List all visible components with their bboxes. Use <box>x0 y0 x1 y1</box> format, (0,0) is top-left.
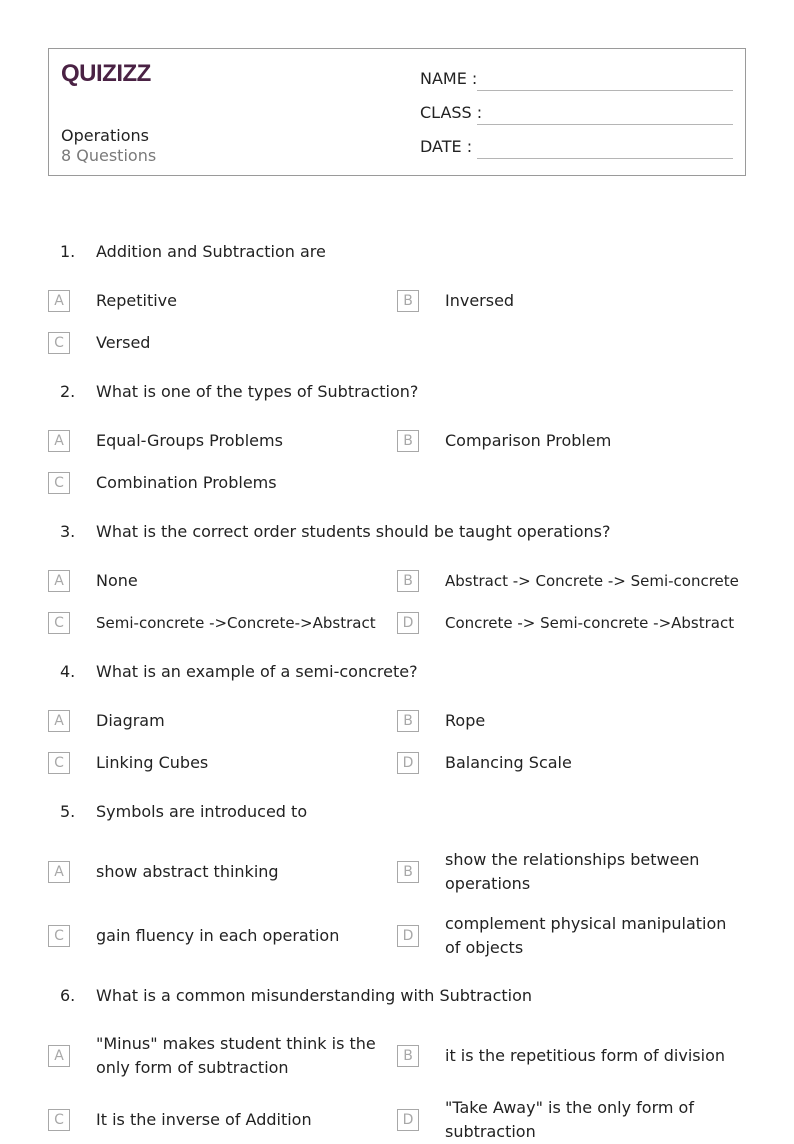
option-text: Concrete -> Semi-concrete ->Abstract <box>445 614 735 632</box>
option-letter-box[interactable]: C <box>48 752 70 774</box>
option-letter-box[interactable]: B <box>397 290 419 312</box>
option-letter-box[interactable]: A <box>48 710 70 732</box>
option-text: Rope <box>445 711 486 730</box>
option-text: Diagram <box>96 711 165 730</box>
option-text: Repetitive <box>96 291 177 310</box>
question-number: 2. <box>60 382 76 401</box>
worksheet-title: Operations <box>61 126 149 145</box>
option-letter-box[interactable]: D <box>397 925 419 947</box>
question-number: 3. <box>60 522 76 541</box>
question-count: 8 Questions <box>61 146 157 165</box>
worksheet-header <box>48 48 746 176</box>
name-label: NAME : <box>420 69 478 88</box>
question-text: Symbols are introduced to <box>96 802 308 821</box>
option-letter-box[interactable]: D <box>397 612 419 634</box>
option-letter-box[interactable]: A <box>48 290 70 312</box>
option-text: Combination Problems <box>96 473 277 492</box>
question-number: 4. <box>60 662 76 681</box>
option-letter-box[interactable]: B <box>397 1045 419 1067</box>
class-field[interactable] <box>420 103 733 127</box>
option-text: show the relationships between operations <box>445 850 700 893</box>
option-letter-box[interactable]: B <box>397 710 419 732</box>
question-number: 6. <box>60 986 76 1005</box>
option-text: Balancing Scale <box>445 753 572 772</box>
option-text: None <box>96 571 138 590</box>
name-line[interactable] <box>477 90 733 91</box>
option-letter-box[interactable]: A <box>48 1045 70 1067</box>
quizizz-logo <box>61 59 153 87</box>
svg-text:QUIZIZZ: QUIZIZZ <box>61 60 151 87</box>
option-text: Equal-Groups Problems <box>96 431 283 450</box>
option-letter-box[interactable]: B <box>397 430 419 452</box>
option-text: "Take Away" is the only form of subtraction <box>445 1098 694 1141</box>
option-letter-box[interactable]: C <box>48 925 70 947</box>
question-text: Addition and Subtraction are <box>96 242 326 261</box>
question-number: 1. <box>60 242 76 261</box>
option-text: show abstract thinking <box>96 862 279 881</box>
option-letter-box[interactable]: A <box>48 430 70 452</box>
option-text: Abstract -> Concrete -> Semi-concrete <box>445 572 739 590</box>
option-text: Comparison Problem <box>445 431 612 450</box>
question-number: 5. <box>60 802 76 821</box>
option-text: complement physical manipulation of objects <box>445 914 727 957</box>
option-letter-box[interactable]: C <box>48 1109 70 1131</box>
option-text: Semi-concrete ->Concrete->Abstract <box>96 614 376 632</box>
class-line[interactable] <box>477 124 733 125</box>
question-text: What is a common misunderstanding with Subtraction <box>96 986 533 1005</box>
option-letter-box[interactable]: A <box>48 570 70 592</box>
option-letter-box[interactable]: C <box>48 472 70 494</box>
option-text: Inversed <box>445 291 515 310</box>
name-field[interactable] <box>420 69 733 93</box>
option-letter-box[interactable]: B <box>397 570 419 592</box>
option-letter-box[interactable]: C <box>48 612 70 634</box>
option-text: it is the repetitious form of division <box>445 1046 725 1065</box>
class-label: CLASS : <box>420 103 483 122</box>
date-field[interactable] <box>420 137 733 161</box>
option-text: It is the inverse of Addition <box>96 1110 312 1129</box>
option-letter-box[interactable]: A <box>48 861 70 883</box>
question-text: What is one of the types of Subtraction? <box>96 382 419 401</box>
option-letter-box[interactable]: C <box>48 332 70 354</box>
question-text: What is the correct order students should be taught operations? <box>96 522 611 541</box>
option-letter-box[interactable]: D <box>397 1109 419 1131</box>
date-label: DATE : <box>420 137 473 156</box>
option-letter-box[interactable]: B <box>397 861 419 883</box>
date-line[interactable] <box>477 158 733 159</box>
option-text: Linking Cubes <box>96 753 209 772</box>
option-text: "Minus" makes student think is the only form of subtraction <box>96 1034 376 1077</box>
option-text: gain fluency in each operation <box>96 926 340 945</box>
option-text: Versed <box>96 333 151 352</box>
option-letter-box[interactable]: D <box>397 752 419 774</box>
question-text: What is an example of a semi-concrete? <box>96 662 418 681</box>
